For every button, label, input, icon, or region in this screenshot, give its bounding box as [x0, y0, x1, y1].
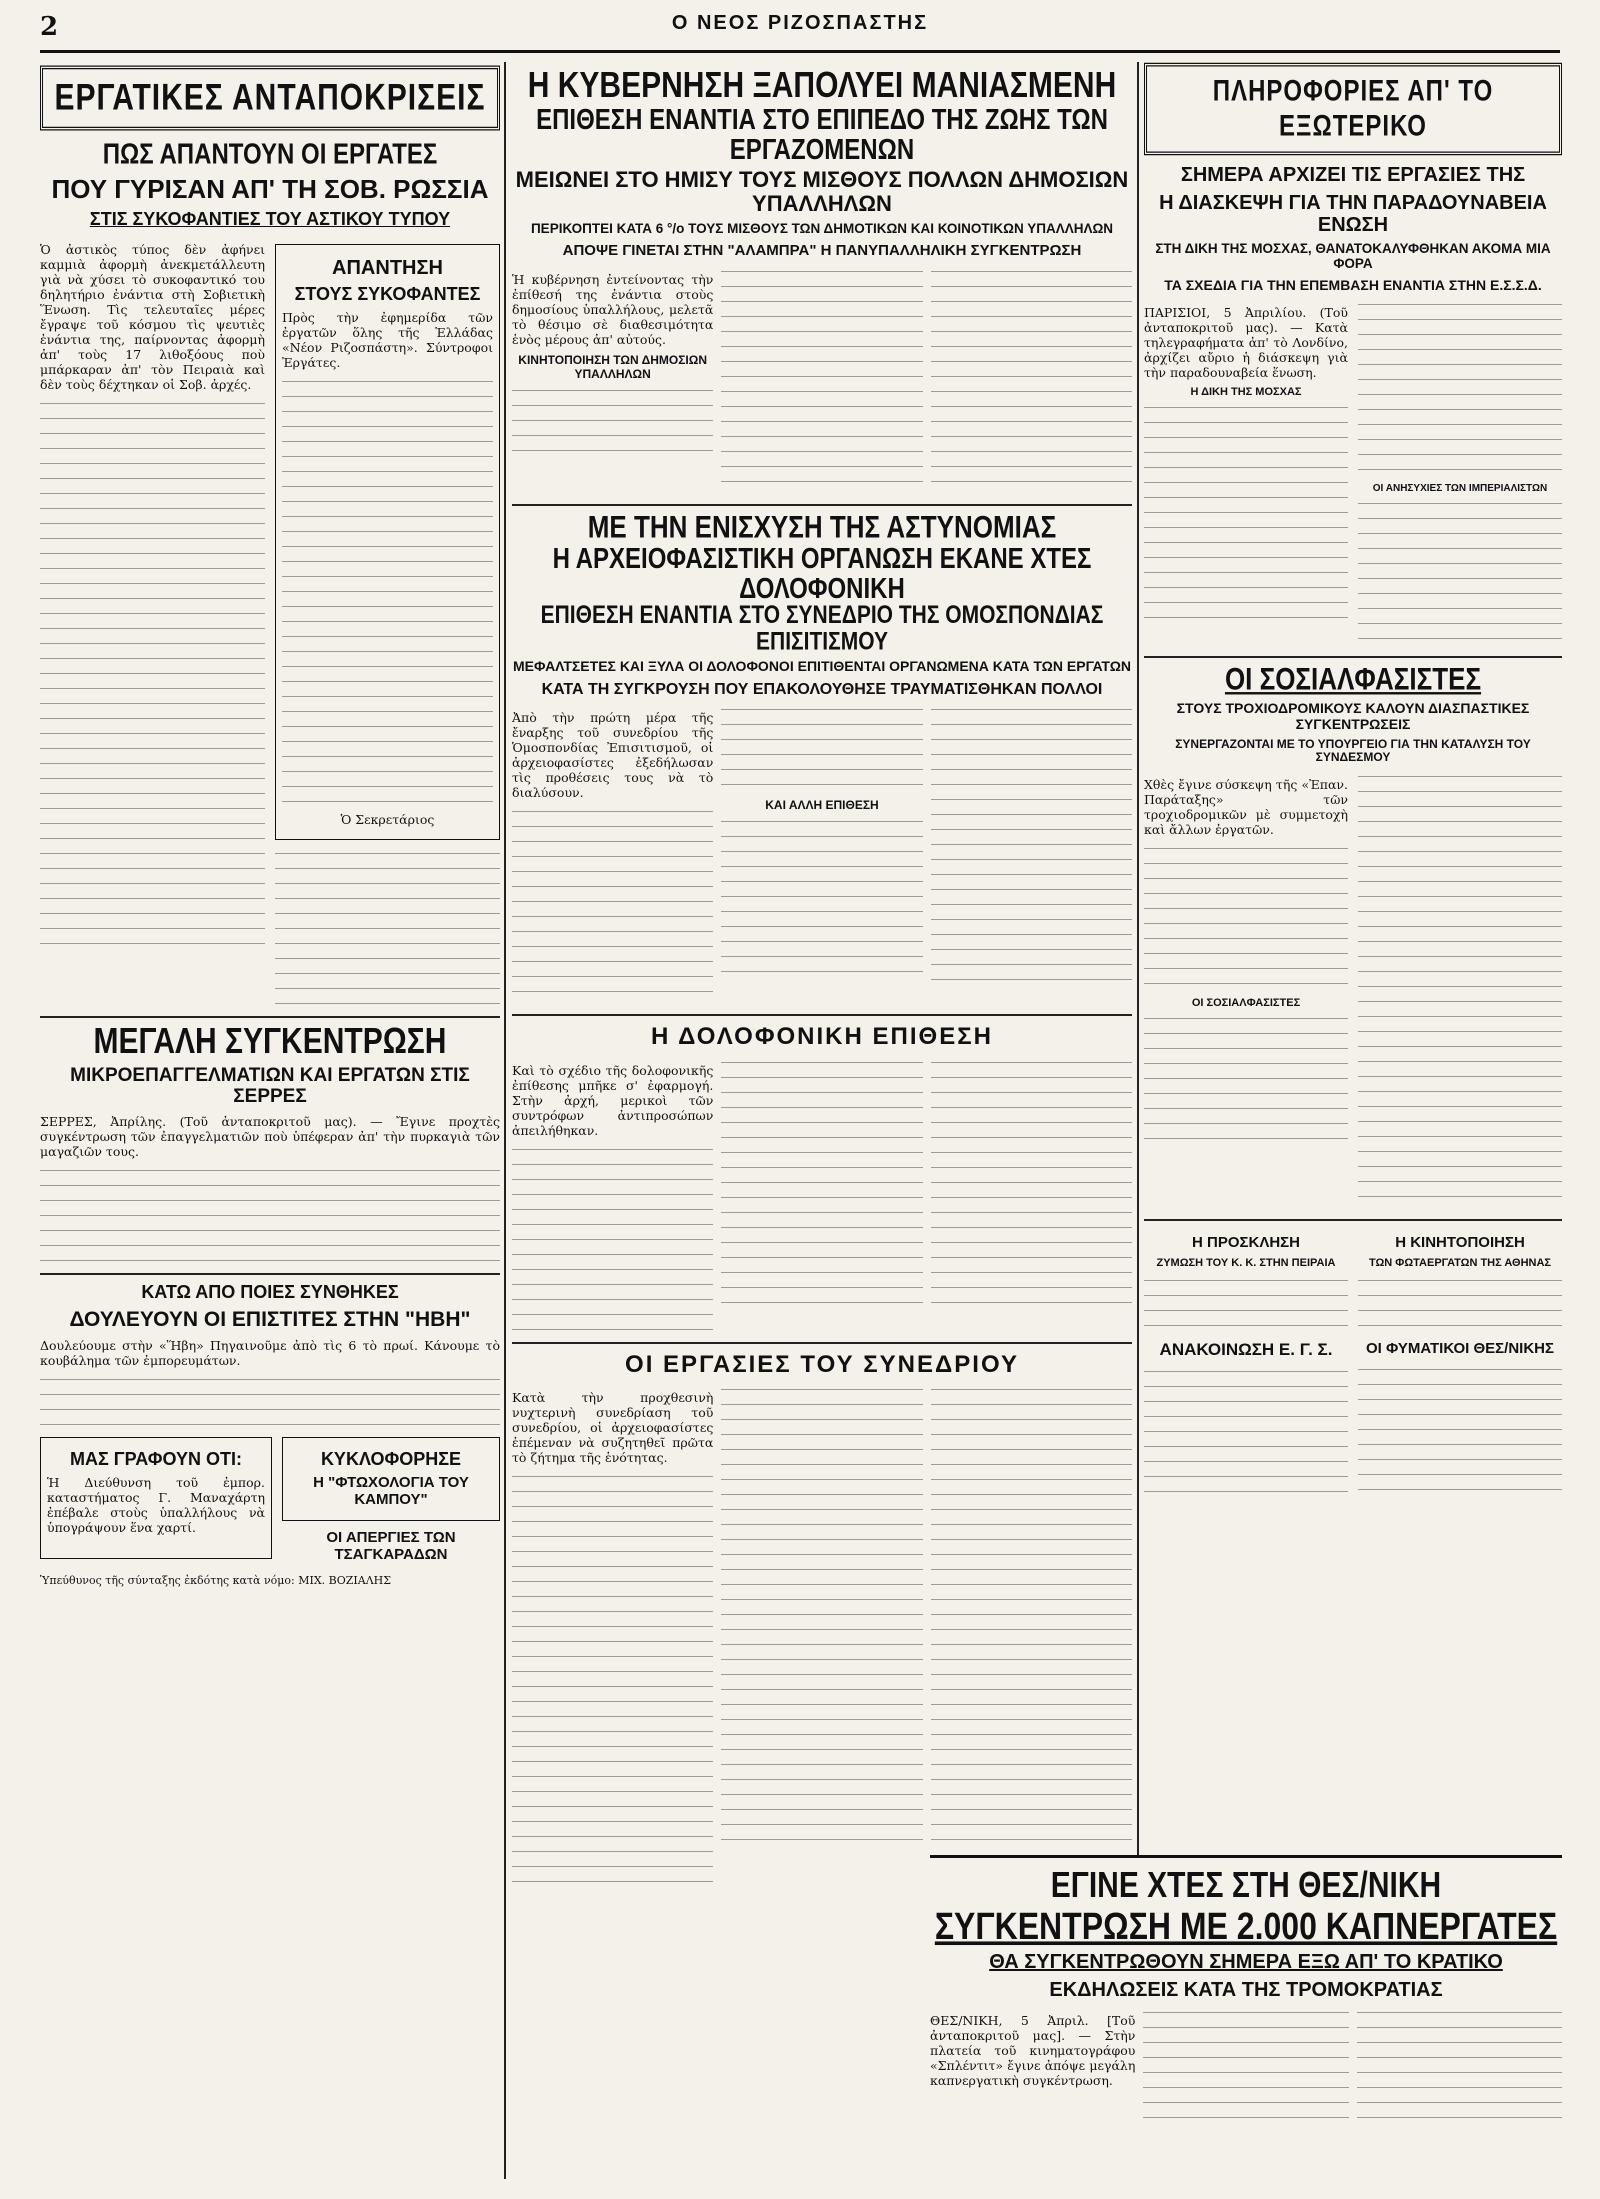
box-headline: Η "ΦΤΩΧΟΛΟΓΙΑ ΤΟΥ ΚΑΜΠΟΥ"	[313, 1474, 469, 1508]
article-headline: Η ΔΟΛΟΦΟΝΙΚΗ ΕΠΙΘΕΣΗ	[651, 1023, 993, 1051]
article-body: Ὁ ἀστικὸς τύπος δὲν ἀφήνει καμμιὰ ἀφορμὴ ἀνεκμετάλλευτη γιὰ νὰ χύσει τὸ συκοφαντικό του δηλητήριο ἐνάντια στὴ Σοβιετικὴ Ἕνωση. Τὶς τελευταῖες μέρες ἔγραψε τοῦ κόσμου τὶς ψευτιὲς ἐνάντια της, παίρνοντας ἀφορμὴ ἀπ' τοὺς 17 λιθοξόους ποὺ μπάρκαραν ἀπ' τὸν Πειραιὰ καὶ δὲν τοὺς δέχτηκαν οἱ Σοβ. ἀρχές.	[40, 241, 265, 392]
article-body: Καὶ τὸ σχέδιο τῆς δολοφονικῆς ἐπίθεσης μπῆκε σ' ἐφαρμογή. Στὴν ἀρχή, μερικοὶ τῶν συντρόφων ἀντιπροσώπων ἀπειλήθηκαν.	[512, 1062, 714, 1138]
article-text-block	[721, 1384, 922, 1854]
masthead	[40, 8, 1560, 53]
article-text-block	[931, 1057, 1132, 1307]
article-text-block	[1358, 1275, 1562, 1335]
box-headline: ΣΤΟΥΣ ΣΥΚΟΦΑΝΤΕΣ	[294, 283, 481, 304]
article-headline: Η ΑΡΧΕΙΟΦΑΣΙΣΤΙΚΗ ΟΡΓΑΝΩΣΗ ΕΚΑΝΕ ΧΤΕΣ ΔΟΛΟΦΟΝΙΚΗ	[552, 542, 1092, 606]
box-body: Πρὸς τὴν ἐφημερίδα τῶν ἐργατῶν ὅλης τῆς Ἑλλάδας «Νέον Ριζοσπάστη». Σύντροφοι Ἐργάτες.	[282, 310, 493, 371]
divider	[1144, 656, 1562, 658]
page-number: 2	[40, 12, 59, 42]
article-headline: ΠΟΥ ΓΥΡΙΣΑΝ ΑΠ' ΤΗ ΣΟΒ. ΡΩΣΣΙΑ	[51, 174, 489, 205]
article-headline: ΔΟΥΛΕΥΟΥΝ ΟΙ ΕΠΙΣΤΙΤΕΣ ΣΤΗΝ "ΗΒΗ"	[69, 1308, 471, 1332]
feature-subheadline: ΘΑ ΣΥΓΚΕΝΤΡΩΘΟΥΝ ΣΗΜΕΡΑ ΕΞΩ ΑΠ' ΤΟ ΚΡΑΤΙΚΟ	[989, 1951, 1503, 1974]
article-subheadline: ΟΙ ΑΝΗΣΥΧΙΕΣ ΤΩΝ ΙΜΠΕΡΙΑΛΙΣΤΩΝ	[1372, 483, 1548, 495]
article-subheadline: ΜΙΚΡΟΕΠΑΓΓΕΛΜΑΤΙΩΝ ΚΑΙ ΕΡΓΑΤΩΝ ΣΤΙΣ ΣΕΡΡΕΣ	[70, 1064, 470, 1107]
section-rubric: ΕΡΓΑΤΙΚΕΣ ΑΝΤΑΠΟΚΡΙΣΕΙΣ	[40, 66, 500, 131]
lead-headline: ΕΠΙΘΕΣΗ ΕΝΑΝΤΙΑ ΣΤΟ ΕΠΙΠΕΔΟ ΤΗΣ ΖΩΗΣ ΤΩΝ ΕΡΓΑΖΟΜΕΝΩΝ	[536, 103, 1108, 166]
article-subheadline: Η ΔΙΚΗ ΤΗΣ ΜΟΣΧΑΣ	[1190, 386, 1302, 399]
box-body: Ἡ Διεύθυνση τοῦ ἐμπορ. καταστήματος Γ. Μαναχάρτη ἐπέβαλε στοὺς ὑπαλλήλους νὰ ὑπογράψουν ἕνα χαρτί.	[47, 1475, 265, 1536]
divider	[512, 1342, 1132, 1344]
lead-subheadline: ΑΠΟΨΕ ΓΙΝΕΤΑΙ ΣΤΗΝ "ΑΛΑΜΠΡΑ" Η ΠΑΝΥΠΑΛΛΗΛΙΚΗ ΣΥΓΚΕΝΤΡΩΣΗ	[562, 242, 1082, 260]
article-body: Ἡ κυβέρνηση ἐντείνοντας τὴν ἐπίθεσή της ἐνάντια στοὺς δημοσίους ὑπαλλήλους, μελετᾶ τὸ θέσιμο σὲ διαθεσιμότητα ἑνὸς μέρους ἀπ' αὐτούς.	[512, 271, 714, 347]
article-subheadline: ΟΙ ΣΟΣΙΑΛΦΑΣΙΣΤΕΣ	[1191, 996, 1301, 1009]
article-text-block	[931, 266, 1132, 496]
article-headline: ΜΕ ΤΗΝ ΕΝΙΣΧΥΣΗ ΤΗΣ ΑΣΤΥΝΟΜΙΑΣ	[587, 508, 1057, 545]
lead-subheadline: ΠΕΡΙΚΟΠΤΕΙ ΚΑΤΑ 6 °/o ΤΟΥΣ ΜΙΣΘΟΥΣ ΤΩΝ ΔΗΜΟΤΙΚΩΝ ΚΑΙ ΚΟΙΝΟΤΙΚΩΝ ΥΠΑΛΛΗΛΩΝ	[530, 221, 1114, 237]
article-body: ΠΑΡΙΣΙΟΙ, 5 Ἀπριλίου. (Τοῦ ἀνταποκριτοῦ μας). — Κατὰ τηλεγραφήματα ἀπ' τὸ Λονδίνο, ἀρχίζει αὔριο ἡ διάσκεψη γιὰ τὴν παραδουναβεία ἕνωση.	[1144, 305, 1348, 381]
article-headline: ΟΙ ΦΥΜΑΤΙΚΟΙ ΘΕΣ/ΝΙΚΗΣ	[1366, 1340, 1554, 1358]
divider	[40, 1273, 500, 1275]
article-text-block	[721, 704, 922, 794]
article-body: Δουλεύουμε στὴν «Ἥβη» Πηγαινοῦμε ἀπὸ τὶς 6 τὸ πρωί. Κάνουμε τὸ κουβάλημα τῶν ἐμπορευμάτων.	[40, 1337, 500, 1368]
article-text-block	[1358, 299, 1562, 479]
article-body: Ἀπὸ τὴν πρώτη μέρα τῆς ἔναρξης τοῦ συνεδρίου τῆς Ὁμοσπονδίας Ἐπισιτισμοῦ, οἱ ἀρχειοφασίστες ἐξεδήλωσαν τὶς προθέσεις τους νὰ τὸ διαλύσουν.	[512, 710, 714, 801]
article-text-block	[40, 1374, 500, 1429]
divider	[1144, 1219, 1562, 1221]
article-headline: ΟΙ ΣΟΣΙΑΛΦΑΣΙΣΤΕΣ	[1224, 660, 1482, 697]
article-text-block	[1144, 1366, 1348, 1506]
box-text-block	[282, 376, 493, 806]
article-text-block	[1144, 402, 1348, 622]
article-subheadline: ΤΩΝ ΦΩΤΑΕΡΓΑΤΩΝ ΤΗΣ ΑΘΗΝΑΣ	[1368, 1257, 1552, 1270]
article-subheadline: ΣΤΙΣ ΣΥΚΟΦΑΝΤΙΕΣ ΤΟΥ ΑΣΤΙΚΟΥ ΤΥΠΟΥ	[89, 208, 451, 229]
article-text-block	[1143, 2007, 1348, 2127]
article-body: Κατὰ τὴν προχθεσινὴ νυχτερινὴ συνεδρίαση τοῦ συνεδρίου, οἱ ἀρχειοφασίστες ἐπέμεναν νὰ συζητηθεῖ πρῶτα τὸ ζήτημα τῆς ἑνότητας.	[512, 1390, 714, 1466]
letters-box	[40, 1437, 272, 1560]
imprint: Ὑπεύθυνος τῆς σύνταξης ἐκδότης κατὰ νόμο: ΜΙΧ. ΒΟΖΙΑΛΗΣ	[40, 1574, 392, 1588]
article-subheadline: ΚΑΙ ΑΛΛΗ ΕΠΙΘΕΣΗ	[765, 798, 879, 813]
article-subheadline: ΖΥΜΩΣΗ ΤΟΥ Κ. Κ. ΣΤΗΝ ΠΕΙΡΑΙΑ	[1156, 1257, 1336, 1270]
article-text-block	[931, 1384, 1132, 1854]
article-headline: ΕΠΙΘΕΣΗ ΕΝΑΝΤΙΑ ΣΤΟ ΣΥΝΕΔΡΙΟ ΤΗΣ ΟΜΟΣΠΟΝΔΙΑΣ ΕΠΙΣΙΤΙΣΜΟΥ	[540, 601, 1104, 656]
feature-headline: ΕΓΙΝΕ ΧΤΕΣ ΣΤΗ ΘΕΣ/ΝΙΚΗ	[1050, 1865, 1442, 1906]
article-headline: ΜΕΓΑΛΗ ΣΥΓΚΕΝΤΡΩΣΗ	[93, 1022, 447, 1062]
article-headline: ΟΙ ΕΡΓΑΣΙΕΣ ΤΟΥ ΣΥΝΕΔΡΙΟΥ	[625, 1350, 1019, 1378]
divider	[40, 1016, 500, 1018]
section-rubric: ΠΛΗΡΟΦΟΡΙΕΣ ΑΠ' ΤΟ ΕΞΩΤΕΡΙΚΟ	[1144, 63, 1562, 156]
article-text-block	[1358, 1364, 1562, 1504]
feature-subheadline: ΕΚΔΗΛΩΣΕΙΣ ΚΑΤΑ ΤΗΣ ΤΡΟΜΟΚΡΑΤΙΑΣ	[1049, 1979, 1443, 2002]
article-text-block	[721, 816, 922, 986]
column-divider	[504, 62, 506, 2179]
article-body: Χθὲς ἔγινε σύσκεψη τῆς «Ἐπαν. Παράταξης» τῶν τροχιοδρομικῶν μὲ συμμετοχὴ καὶ ἄλλων ἐργατῶν.	[1144, 776, 1348, 837]
article-headline: Η ΔΙΑΣΚΕΨΗ ΓΙΑ ΤΗΝ ΠΑΡΑΔΟΥΝΑΒΕΙΑ ΕΝΩΣΗ	[1159, 192, 1547, 236]
article-text-block	[512, 1144, 713, 1334]
lead-headline: Η ΚΥΒΕΡΝΗΣΗ ΞΑΠΟΛΥΕΙ ΜΑΝΙΑΣΜΕΝΗ	[527, 65, 1117, 106]
article-headline: ΣΗΜΕΡΑ ΑΡΧΙΖΕΙ ΤΙΣ ΕΡΓΑΣΙΕΣ ΤΗΣ	[1180, 164, 1526, 186]
article-subheadline: ΤΑ ΣΧΕΔΙΑ ΓΙΑ ΤΗΝ ΕΠΕΜΒΑΣΗ ΕΝΑΝΤΙΑ ΣΤΗΝ Ε.Σ.Σ.Δ.	[1164, 276, 1542, 293]
article-text-block	[721, 266, 922, 496]
feature-headline: ΣΥΓΚΕΝΤΡΩΣΗ ΜΕ 2.000 ΚΑΠΝΕΡΓΑΤΕΣ	[934, 1903, 1558, 1947]
article-text-block	[721, 1057, 922, 1307]
article-subheadline: ΣΤΟΥΣ ΤΡΟΧΙΟΔΡΟΜΙΚΟΥΣ ΚΑΛΟΥΝ ΔΙΑΣΠΑΣΤΙΚΕΣ ΣΥΓΚΕΝΤΡΩΣΕΙΣ	[1176, 700, 1530, 732]
article-headline: Η ΠΡΟΣΚΛΗΣΗ	[1191, 1233, 1300, 1251]
article-subheadline: ΜΕΦΑΛΤΣΕΤΕΣ ΚΑΙ ΞΥΛΑ ΟΙ ΔΟΛΟΦΟΝΟΙ ΕΠΙΤΙΘΕΝΤΑΙ ΟΡΓΑΝΩΜΕΝΑ ΚΑΤΑ ΤΩΝ ΕΡΓΑΤΩΝ	[512, 658, 1132, 675]
article-subheadline: ΚΑΤΑ ΤΗ ΣΥΓΚΡΟΥΣΗ ΠΟΥ ΕΠΑΚΟΛΟΥΘΗΣΕ ΤΡΑΥΜΑΤΙΣΘΗΚΑΝ ΠΟΛΛΟΙ	[541, 680, 1103, 698]
article-text-block	[1144, 843, 1348, 993]
article-text-block	[512, 385, 713, 465]
article-body: ΣΕΡΡΕΣ, Ἀπρίλης. (Τοῦ ἀνταποκριτοῦ μας). — Ἔγινε προχτὲς συγκέντρωση τῶν ἐπαγγελματιῶν ποὺ ὑπέφεραν ἀπ' τὴν πυρκαγιὰ τῶν μαγαζιῶν τους.	[40, 1113, 500, 1159]
divider	[512, 504, 1132, 506]
article-text-block	[40, 398, 265, 958]
article-text-block	[1144, 1013, 1348, 1153]
divider	[512, 1014, 1132, 1016]
box-headline: ΑΠΑΝΤΗΣΗ	[332, 256, 443, 279]
article-headline: ΚΑΤΩ ΑΠΟ ΠΟΙΕΣ ΣΥΝΘΗΚΕΣ	[141, 1281, 399, 1302]
publication-box	[282, 1437, 500, 1522]
article-headline: ΟΙ ΑΠΕΡΓΙΕΣ ΤΩΝ ΤΣΑΓΚΑΡΑΔΩΝ	[326, 1529, 456, 1564]
article-subheadline: ΚΙΝΗΤΟΠΟΙΗΣΗ ΤΩΝ ΔΗΜΟΣΙΩΝ ΥΠΑΛΛΗΛΩΝ	[518, 352, 708, 381]
article-subheadline: ΣΤΗ ΔΙΚΗ ΤΗΣ ΜΟΣΧΑΣ, ΘΑΝΑΤΟΚΑΛΥΦΘΗΚΑΝ ΑΚΟΜΑ ΜΙΑ ΦΟΡΑ	[1155, 241, 1551, 271]
article-text-block	[512, 806, 713, 1006]
reply-box	[275, 244, 500, 841]
column-workers-reports	[40, 62, 500, 2179]
article-headline: Η ΚΙΝΗΤΟΠΟΙΗΣΗ	[1395, 1233, 1525, 1251]
article-text-block	[40, 1165, 500, 1265]
lead-subheadline: ΜΕΙΩΝΕΙ ΣΤΟ ΗΜΙΣΥ ΤΟΥΣ ΜΙΣΘΟΥΣ ΠΟΛΛΩΝ ΔΗΜΟΣΙΩΝ ΥΠΑΛΛΗΛΩΝ	[515, 166, 1129, 217]
article-text-block	[1358, 498, 1562, 648]
newspaper-name: Ο ΝΕΟΣ ΡΙΖΟΣΠΑΣΤΗΣ	[671, 12, 929, 34]
article-text-block	[1144, 1275, 1348, 1335]
article-text-block	[1357, 2007, 1562, 2127]
article-text-block	[275, 848, 500, 1008]
article-headline: ΑΝΑΚΟΙΝΩΣΗ Ε. Γ. Σ.	[1159, 1340, 1333, 1360]
box-headline: ΜΑΣ ΓΡΑΦΟΥΝ ΟΤΙ:	[69, 1448, 243, 1469]
article-text-block	[931, 704, 1132, 994]
box-headline: ΚΥΚΛΟΦΟΡΗΣΕ	[320, 1448, 462, 1469]
thessaloniki-feature	[930, 1855, 1562, 2186]
article-headline: ΠΩΣ ΑΠΑΝΤΟΥΝ ΟΙ ΕΡΓΑΤΕΣ	[102, 138, 438, 171]
article-text-block	[1358, 771, 1562, 1211]
box-signature: Ὁ Σεκρετάριος	[340, 812, 435, 828]
article-text-block	[512, 1471, 713, 1891]
feature-body: ΘΕΣ/ΝΙΚΗ, 5 Ἀπριλ. [Τοῦ ἀνταποκριτοῦ μας]. — Στὴν πλατεία τοῦ κινηματογράφου «Σπλέντιτ» ἔγινε ἀπόψε μεγάλη καπνεργατικὴ συγκέντρωση.	[930, 2013, 1136, 2089]
article-subheadline: ΣΥΝΕΡΓΑΖΟΝΤΑΙ ΜΕ ΤΟ ΥΠΟΥΡΓΕΙΟ ΓΙΑ ΤΗΝ ΚΑΤΑΛΥΣΗ ΤΟΥ ΣΥΝΔΕΣΜΟΥ	[1175, 737, 1531, 765]
